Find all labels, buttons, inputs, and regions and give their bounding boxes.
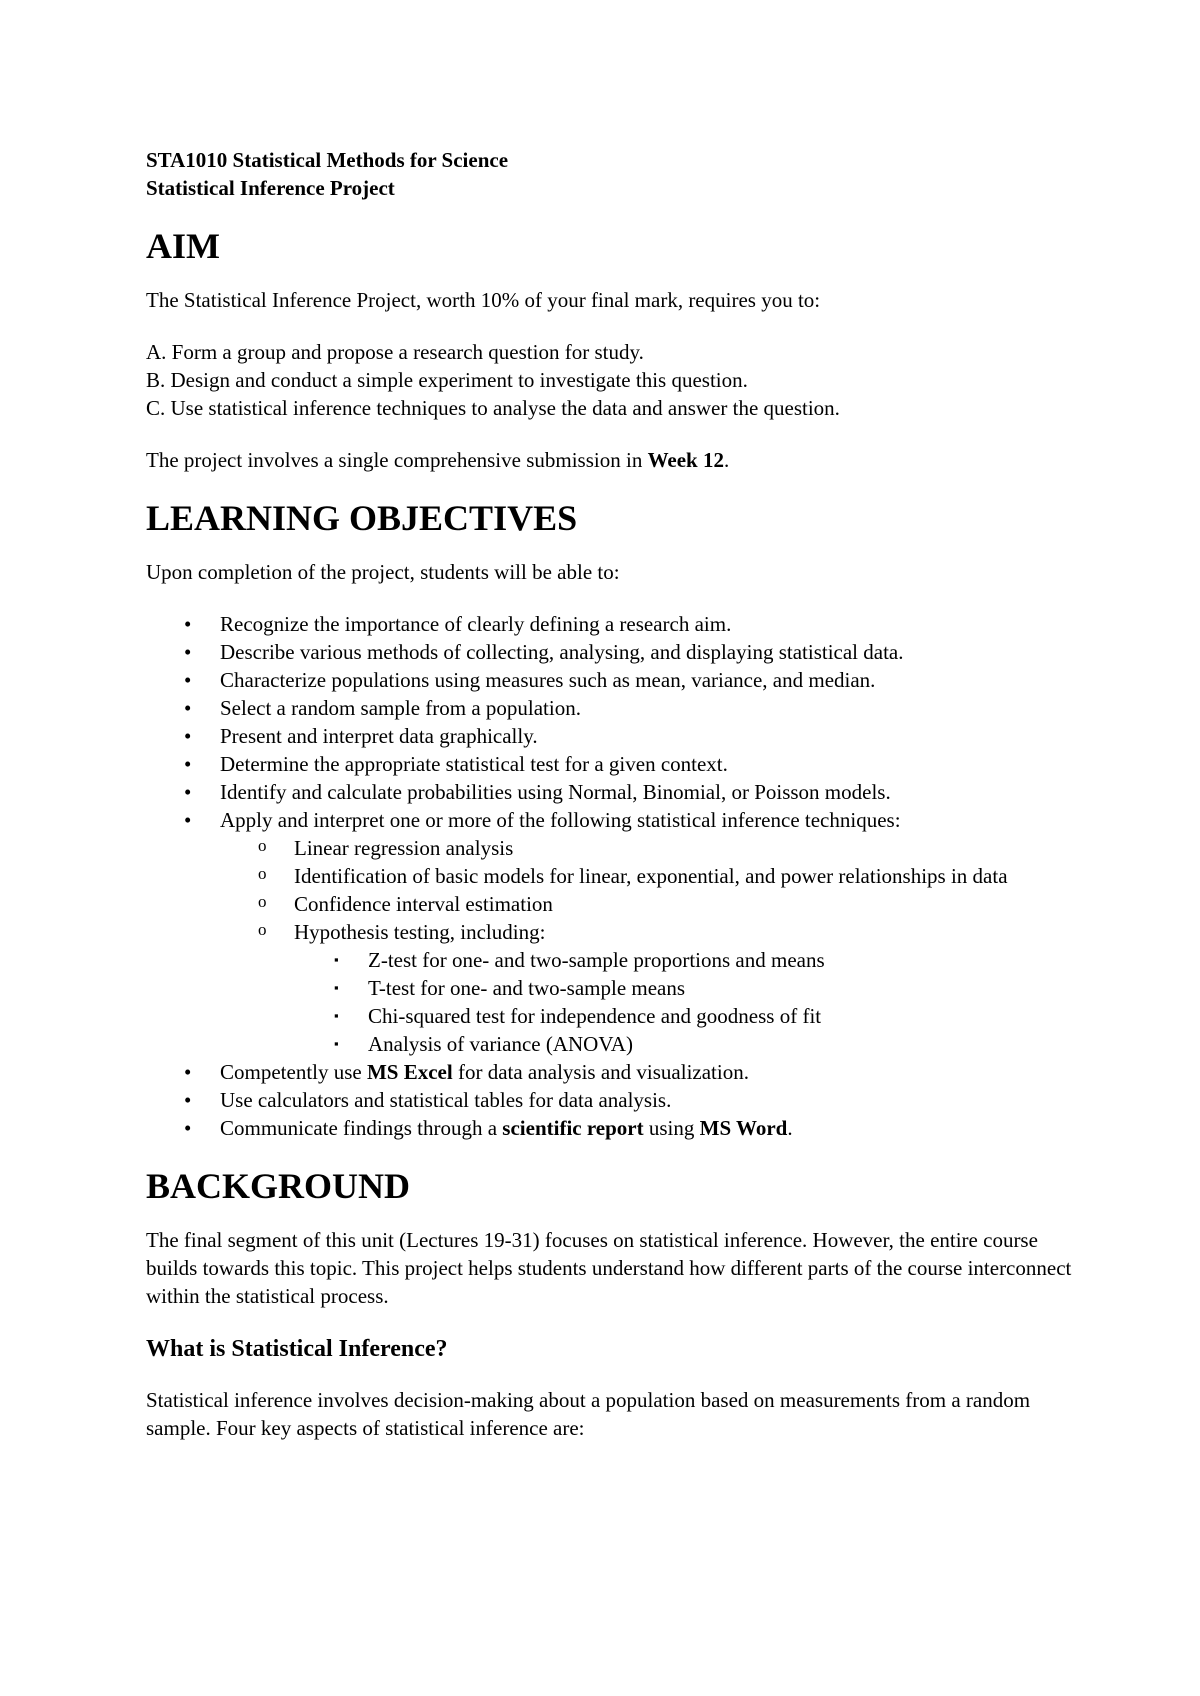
submission-note [146,446,1086,474]
list-item-text: Determine the appropriate statistical test for a given context. [220,752,728,776]
list-item-text: Identify and calculate probabilities using Normal, Binomial, or Poisson models. [220,780,891,804]
hypothesis-tests-list [294,946,1086,1058]
aim-item-b: B. Design and conduct a simple experiment to investigate this question. [146,368,748,392]
objectives-intro: Upon completion of the project, students will be able to: [146,560,620,584]
objectives-heading: LEARNING OBJECTIVES [146,498,578,538]
list-item [146,1086,1086,1114]
list-item-text: T-test for one- and two-sample means [368,976,686,1000]
list-item-text: Linear regression analysis [294,836,514,860]
list-item-text: Confidence interval estimation [294,892,553,916]
aim-item-c: C. Use statistical inference techniques to analyse the data and answer the question. [146,396,840,420]
list-item [146,638,1086,666]
submission-text: The project involves a single comprehensive submission in [146,448,648,472]
list-item-text: Recognize the importance of clearly defining a research aim. [220,612,732,636]
document-content [146,146,1086,1442]
list-item [146,610,1086,638]
aim-heading: AIM [146,226,220,266]
list-item-text: using [643,1116,700,1140]
aim-item-a: A. Form a group and propose a research question for study. [146,340,644,364]
submission-week: Week 12 [647,448,724,472]
list-item [294,946,1086,974]
inference-subheading: What is Statistical Inference? [146,1336,448,1362]
list-item-text: Analysis of variance (ANOVA) [368,1032,633,1056]
list-item [294,1030,1086,1058]
list-item [220,834,1086,862]
objectives-list [146,610,1086,1142]
techniques-list [220,834,1086,1058]
list-item [220,890,1086,918]
list-item [220,918,1086,1058]
list-item [294,974,1086,1002]
background-heading: BACKGROUND [146,1166,411,1206]
inference-paragraph: Statistical inference involves decision-making about a population based on measurements from a random sample. Four key aspects of statistical inference are: [146,1388,1031,1440]
list-item-text: Characterize populations using measures such as mean, variance, and median. [220,668,876,692]
report-emphasis: scientific report [502,1116,644,1140]
list-item-text: Present and interpret data graphically. [220,724,538,748]
list-item-text: Describe various methods of collecting, analysing, and displaying statistical data. [220,640,904,664]
list-item-text: Z-test for one- and two-sample proportions and means [368,948,825,972]
list-item-text: Communicate findings through a [220,1116,503,1140]
list-item-text: Identification of basic models for linear, exponential, and power relationships in data [294,864,1008,888]
list-item [146,722,1086,750]
background-paragraph: The final segment of this unit (Lectures 19-31) focuses on statistical inference. However, the entire course builds towards this topic. This project helps students understand how different parts of the course interconnect within the statistical process. [146,1228,1072,1308]
list-item [146,806,1086,1058]
aim-intro: The Statistical Inference Project, worth 10% of your final mark, requires you to: [146,288,821,312]
list-item-text: . [787,1116,793,1140]
excel-emphasis: MS Excel [366,1060,453,1084]
submission-end: . [724,448,730,472]
word-emphasis: MS Word [699,1116,788,1140]
list-item [294,1002,1086,1030]
list-item [220,862,1086,890]
course-title: STA1010 Statistical Methods for Science [146,148,509,172]
list-item [146,666,1086,694]
list-item [146,750,1086,778]
list-item-text: Select a random sample from a population. [220,696,581,720]
list-item-text: for data analysis and visualization. [452,1060,749,1084]
list-item-text: Chi-squared test for independence and goodness of fit [368,1004,822,1028]
list-item-text: Apply and interpret one or more of the following statistical inference techniques: [220,808,901,832]
list-item-text: Hypothesis testing, including: [294,920,546,944]
title-block [146,146,1086,202]
list-item [146,778,1086,806]
list-item [146,1058,1086,1086]
list-item-text: Use calculators and statistical tables for data analysis. [220,1088,672,1112]
list-item [146,694,1086,722]
project-title: Statistical Inference Project [146,176,395,200]
list-item-text: Competently use [220,1060,367,1084]
list-item [146,1114,1086,1142]
